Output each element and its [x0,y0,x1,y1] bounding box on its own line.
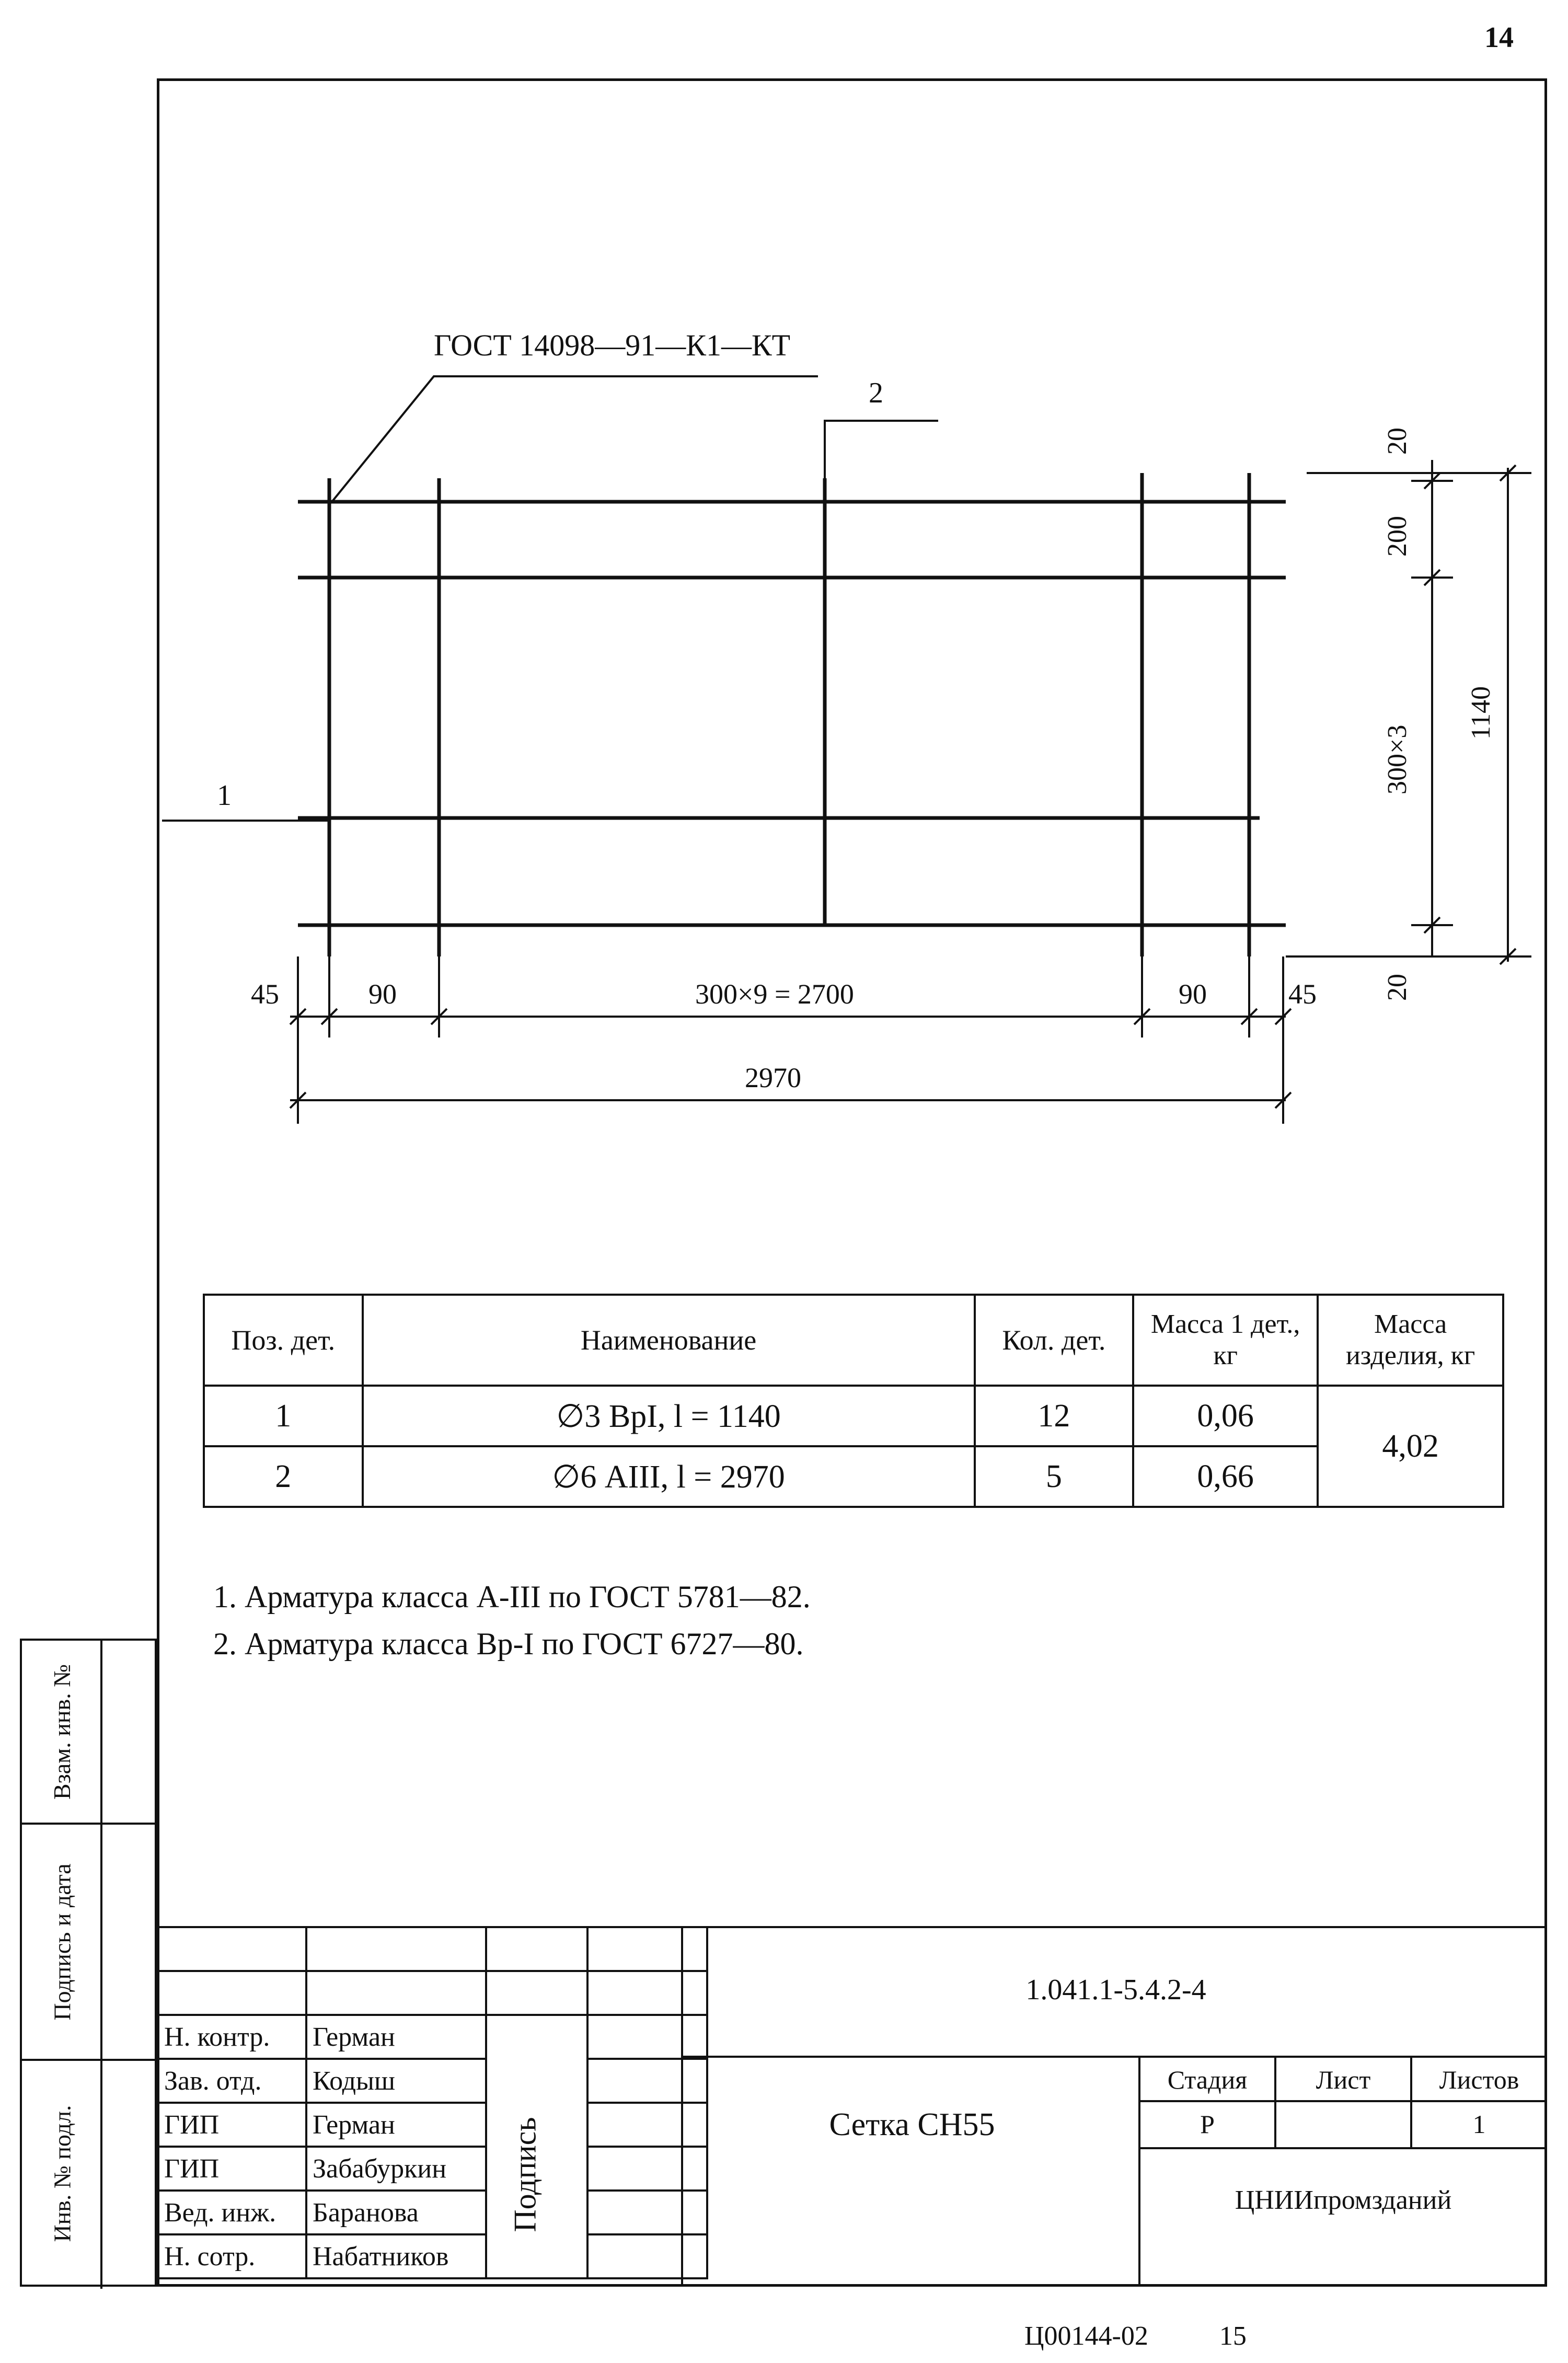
note-item: 1. Арматура класса А-III по ГОСТ 5781—82. [213,1580,811,1614]
role: Вед. инж. [158,2191,306,2234]
dim-90-right: 90 [1179,978,1207,1010]
dim-right-45: 45 [1288,978,1317,1010]
cell-pos: 1 [204,1386,363,1446]
footer [1024,2321,1247,2352]
document-designation: 1.041.1-5.4.2-4 [1025,1974,1206,2006]
dim-top-20: 20 [1382,428,1412,455]
dim-2970: 2970 [745,1062,801,1093]
role: ГИП [158,2147,306,2191]
podpis-label: Подпись [508,2116,543,2232]
person: Баранова [306,2191,486,2234]
header-mass-total: Масса изделия, кг [1318,1295,1503,1386]
cell-name: ∅6 АIII, l = 2970 [363,1446,975,1507]
person: Забабуркин [306,2147,486,2191]
cell-mass: 0,66 [1133,1446,1318,1507]
role: Н. сотр. [158,2234,306,2278]
sheet-header: Лист [1316,2065,1371,2094]
role: Зав. отд. [158,2059,306,2103]
header-qty: Кол. дет. [975,1295,1133,1386]
note-item: 2. Арматура класса Вр-I по ГОСТ 6727—80. [213,1627,804,1661]
role: Н. контр. [158,2015,306,2059]
cell-mass: 0,06 [1133,1386,1318,1446]
side-label-podpis-data: Подпись и дата [49,1863,76,2021]
footer-code: Ц00144-02 [1024,2321,1148,2351]
organization: ЦНИИпромзданий [1235,2185,1452,2215]
sheets-value: 1 [1472,2110,1486,2139]
header-mass-one: Масса 1 дет., кг [1133,1295,1318,1386]
sheets-header: Листов [1439,2065,1519,2094]
person: Набатников [306,2234,486,2278]
person: Кодыш [306,2059,486,2103]
dim-300x3: 300×3 [1382,724,1412,794]
dim-1140: 1140 [1466,686,1496,740]
dim-90-left: 90 [368,978,397,1010]
stage-value: Р [1200,2110,1215,2139]
page-number: 14 [1484,21,1514,54]
dim-2700: 300×9 = 2700 [695,978,854,1010]
position-1-label: 1 [217,779,232,812]
gost-callout: ГОСТ 14098—91—К1—КТ [434,328,791,362]
role: ГИП [158,2103,306,2147]
cell-qty: 5 [975,1446,1133,1507]
cell-pos: 2 [204,1446,363,1507]
dim-bottom-20: 20 [1382,974,1412,1001]
footer-page: 15 [1219,2321,1247,2351]
cell-total-mass: 4,02 [1318,1386,1503,1507]
dim-200: 200 [1382,516,1412,557]
side-label-vzam: Взам. инв. № [49,1664,76,1800]
cell-name: ∅3 ВрI, l = 1140 [363,1386,975,1446]
person: Герман [306,2103,486,2147]
dim-left-45: 45 [251,978,279,1010]
stage-header: Стадия [1167,2065,1248,2094]
product-name: Сетка СН55 [829,2107,995,2142]
person: Герман [306,2015,486,2059]
position-2-label: 2 [869,377,883,409]
cell-qty: 12 [975,1386,1133,1446]
header-name: Наименование [363,1295,975,1386]
header-pos: Поз. дет. [204,1295,363,1386]
side-label-inv-podl: Инв. № подл. [49,2104,76,2242]
